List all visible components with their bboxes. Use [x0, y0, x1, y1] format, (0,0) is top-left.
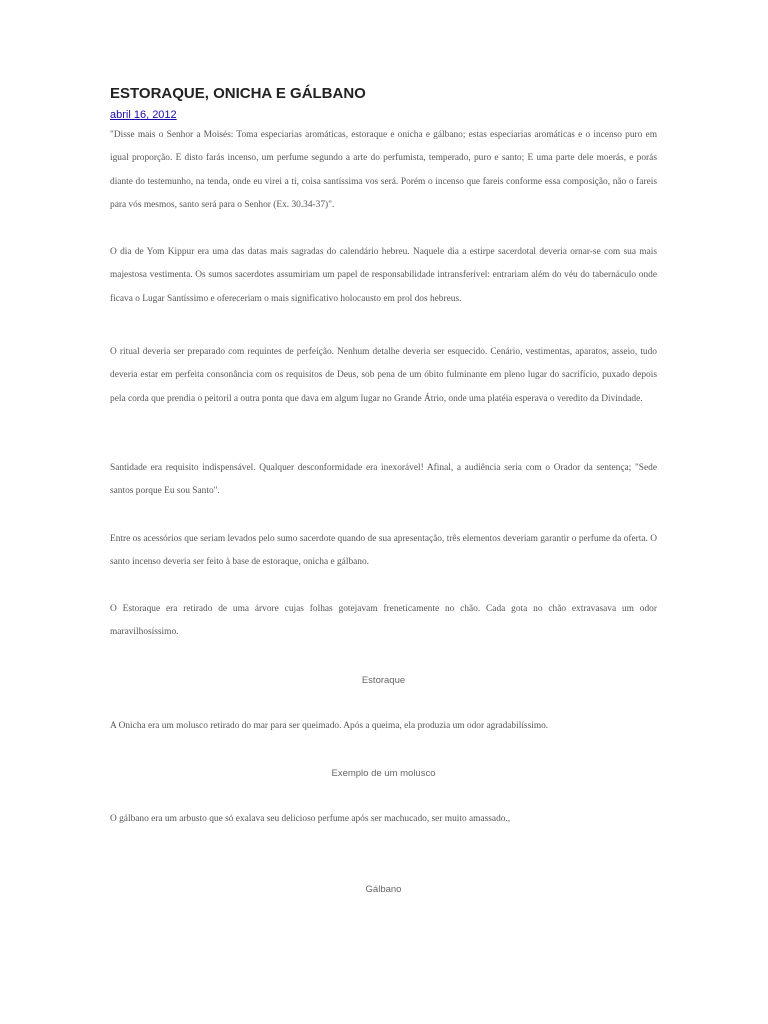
blog-post	[110, 84, 657, 123]
paragraph-estoraque: O Estoraque era retirado de uma árvore cujas folhas gotejavam freneticamente no chão. Cada gota no chão extravasava um odor maravilhosíssimo.	[110, 604, 657, 638]
post-date-link[interactable]: abril 16, 2012	[110, 109, 177, 121]
paragraph-quote: "Disse mais o Senhor a Moisés: Toma especiarias aromáticas, estoraque e onicha e gálbano; estas especiarias aromáticas e o incenso puro em igual proporção. E disto farás incenso, um perfume segundo a arte do perfumista, temperado, puro e santo; E uma parte dele moerás, e porás diante do testemunho, na tenda, onde eu virei a ti, coisa santíssima vos será. Porém o incenso que fareis conforme essa composição, não o fareis para vós mesmos, santo será para o Senhor (Ex. 30.34-37)".	[110, 130, 657, 210]
caption-molusco: Exemplo de um molusco	[331, 768, 436, 779]
paragraph-acessorios: Entre os acessórios que seriam levados pelo sumo sacerdote quando de sua apresentação, três elementos deveriam garantir o perfume da oferta. O santo incenso deveria ser feito à base de estoraque, onicha e gálbano.	[110, 534, 657, 568]
caption-estoraque: Estoraque	[361, 675, 406, 686]
paragraph-yom-kippur: O dia de Yom Kippur era uma das datas mais sagradas do calendário hebreu. Naquele dia a estirpe sacerdotal deveria ornar-se com sua mais majestosa vestimenta. Os sumos sacerdotes assumiriam um papel de responsabilidade intransferível: entrariam além do véu do tabernáculo onde ficava o Lugar Santíssimo e ofereceriam o mais significativo holocausto em prol dos hebreus.	[110, 247, 657, 304]
paragraph-ritual: O ritual deveria ser preparado com requintes de perfeição. Nenhum detalhe deveria ser esquecido. Cenário, vestimentas, aparatos, asseio, tudo deveria estar em perfeita consonância com os requisitos de Deus, sob pena de um óbito fulminante em pleno lugar do sacrifício, puxado depois pela corda que prendia o peitoril a outra ponta que dava em algum lugar no Grande Átrio, onde uma platéia esperava o veredito da Divindade.	[110, 347, 657, 404]
caption-galbano: Gálbano	[365, 884, 402, 895]
paragraph-galbano: O gálbano era um arbusto que só exalava seu delicioso perfume após ser machucado, ser muito amassado.,	[110, 814, 511, 824]
paragraph-onicha: A Onicha era um molusco retirado do mar para ser queimado. Após a queima, ela produzia um odor agradabilíssimo.	[110, 721, 549, 731]
post-title: ESTORAQUE, ONICHA E GÁLBANO	[110, 85, 366, 102]
paragraph-santidade: Santidade era requisito indispensável. Qualquer desconformidade era inexorável! Afinal, a audiência seria com o Orador da sentença; "Sede santos porque Eu sou Santo".	[110, 463, 657, 497]
